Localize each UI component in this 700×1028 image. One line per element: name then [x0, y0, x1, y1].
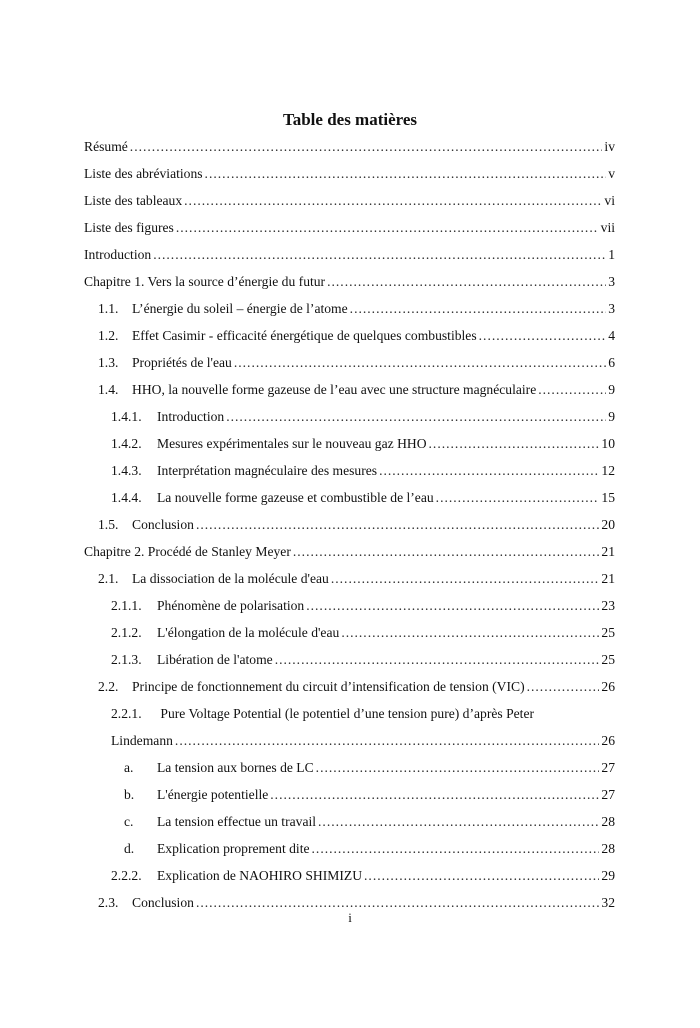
toc-entry[interactable] — [0, 298, 700, 320]
toc-entry-label: Principe de fonctionnement du circuit d’intensification de tension (VIC) — [132, 679, 525, 694]
toc-entry-page: vi — [604, 193, 615, 208]
toc-entry[interactable] — [0, 811, 700, 833]
toc-entry-label: Pure Voltage Potential (le potentiel d’une tension pure) d’après Peter — [160, 706, 535, 721]
toc-entry-label: Propriétés de l'eau — [132, 355, 232, 370]
dot-leader — [176, 217, 599, 239]
toc-entry-label: L'énergie potentielle — [157, 787, 269, 802]
toc-entry[interactable] — [0, 163, 700, 185]
toc-entry-label: HHO, la nouvelle forme gazeuse de l’eau avec une structure magnéculaire — [132, 382, 537, 397]
toc-entry-number: 1.4.3. — [111, 463, 142, 478]
toc-entry-label: Chapitre 1. Vers la source d’énergie du futur — [84, 274, 326, 289]
toc-entry-number: 2.2. — [98, 679, 119, 694]
toc-entry[interactable] — [0, 649, 700, 671]
dot-leader — [316, 757, 600, 779]
dot-leader — [175, 730, 599, 752]
dot-leader — [293, 541, 600, 563]
toc-entry-label: Conclusion — [132, 517, 194, 532]
toc-entry-number: d. — [124, 841, 135, 856]
dot-leader — [226, 406, 606, 428]
toc-entry[interactable] — [0, 541, 700, 563]
toc-entry[interactable] — [0, 757, 700, 779]
dot-leader — [312, 838, 600, 860]
toc-entry-label: Liste des tableaux — [84, 193, 183, 208]
dot-leader — [364, 865, 599, 887]
dot-leader — [538, 379, 606, 401]
toc-entry[interactable] — [0, 595, 700, 617]
toc-entry-continuation[interactable] — [0, 730, 700, 752]
toc-entry-page: iv — [604, 139, 615, 154]
toc-entry-page: 23 — [601, 598, 615, 613]
toc-entry[interactable] — [0, 487, 700, 509]
toc-entry-page: 1 — [608, 247, 615, 262]
toc-entry-label: La tension effectue un travail — [157, 814, 317, 829]
toc-entry-page: 21 — [601, 571, 615, 586]
toc-entry-number: 2.2.1. — [111, 706, 142, 721]
toc-entry[interactable] — [0, 217, 700, 239]
toc-entry-number: 1.1. — [98, 301, 119, 316]
toc-entry-number: 2.1.1. — [111, 598, 142, 613]
toc-entry-page: 32 — [601, 895, 615, 910]
toc-entry-number: 1.4.4. — [111, 490, 142, 505]
toc-entry-page: 25 — [601, 652, 615, 667]
toc-entry-page: 4 — [608, 328, 615, 343]
toc-entry-page: 28 — [601, 814, 615, 829]
dot-leader — [196, 514, 599, 536]
toc-entry-page: 29 — [601, 868, 615, 883]
toc-entry-number: 1.4. — [98, 382, 119, 397]
toc-entry[interactable] — [0, 190, 700, 212]
toc-entry-label: La dissociation de la molécule d'eau — [132, 571, 329, 586]
toc-entry-number: b. — [124, 787, 135, 802]
dot-leader — [436, 487, 600, 509]
toc-entry-label: Libération de l'atome — [157, 652, 273, 667]
toc-entry-label: La nouvelle forme gazeuse et combustible de l’eau — [157, 490, 434, 505]
toc-entry[interactable] — [0, 325, 700, 347]
toc-entry-page: 15 — [601, 490, 615, 505]
toc-entry[interactable] — [0, 568, 700, 590]
toc-entry[interactable] — [0, 352, 700, 374]
toc-entry-label: L'élongation de la molécule d'eau — [157, 625, 340, 640]
dot-leader — [318, 811, 599, 833]
toc-entry[interactable] — [0, 136, 700, 158]
toc-entry-page: 27 — [601, 787, 615, 802]
toc-entry-page: 27 — [601, 760, 615, 775]
dot-leader — [527, 676, 600, 698]
dot-leader — [130, 136, 603, 158]
toc-entry-label: Effet Casimir - efficacité énergétique de quelques combustibles — [132, 328, 477, 343]
toc-entry-number: c. — [124, 814, 134, 829]
toc-entry-label: Lindemann — [111, 733, 173, 748]
toc-entry-page: 28 — [601, 841, 615, 856]
toc-entry-number: 2.1.2. — [111, 625, 142, 640]
toc-entry[interactable] — [0, 460, 700, 482]
dot-leader — [234, 352, 606, 374]
dot-leader — [379, 460, 599, 482]
dot-leader — [205, 163, 607, 185]
dot-leader — [275, 649, 600, 671]
toc-entry-number: 1.5. — [98, 517, 119, 532]
toc-entry-label: Interprétation magnéculaire des mesures — [157, 463, 378, 478]
toc-entry[interactable] — [0, 622, 700, 644]
dot-leader — [153, 244, 606, 266]
toc-entry-label: Mesures expérimentales sur le nouveau gaz HHO — [157, 436, 427, 451]
toc-entry-page: v — [608, 166, 615, 181]
dot-leader — [270, 784, 599, 806]
toc-entry-page: 3 — [608, 274, 615, 289]
toc-entry-page: 21 — [601, 544, 615, 559]
page-title: Table des matières — [282, 110, 418, 129]
toc-entry-label: Explication proprement dite — [157, 841, 310, 856]
toc-entry-page: 9 — [608, 382, 615, 397]
toc-entry[interactable] — [0, 784, 700, 806]
toc-entry-number: 2.1.3. — [111, 652, 142, 667]
toc-entry[interactable] — [0, 676, 700, 698]
toc-entry-number: 2.1. — [98, 571, 119, 586]
dot-leader — [306, 595, 599, 617]
toc-entry-number: 1.4.1. — [111, 409, 142, 424]
toc-entry-page: vii — [600, 220, 615, 235]
toc-entry[interactable] — [0, 865, 700, 887]
toc-entry[interactable] — [0, 433, 700, 455]
toc-entry[interactable] — [0, 379, 700, 401]
dot-leader — [350, 298, 607, 320]
toc-entry-label: Chapitre 2. Procédé de Stanley Meyer — [84, 544, 291, 559]
toc-entry-label: Phénomène de polarisation — [157, 598, 305, 613]
toc-entry-number: 2.3. — [98, 895, 119, 910]
toc-entry-number: a. — [124, 760, 134, 775]
toc-entry-page: 12 — [601, 463, 615, 478]
toc-entry-page: 26 — [601, 679, 615, 694]
toc-entry-label: La tension aux bornes de LC — [157, 760, 314, 775]
toc-entry-page: 10 — [601, 436, 615, 451]
dot-leader — [479, 325, 607, 347]
toc-entry[interactable] — [0, 406, 700, 428]
toc-entry-label: Résumé — [84, 139, 128, 154]
dot-leader — [429, 433, 600, 455]
toc-entry-label: Introduction — [84, 247, 152, 262]
dot-leader — [341, 622, 599, 644]
toc-entry-page: 20 — [601, 517, 615, 532]
toc-entry[interactable] — [0, 514, 700, 536]
toc-entry-label: Liste des abréviations — [84, 166, 203, 181]
toc-entry-page: 25 — [601, 625, 615, 640]
dot-leader — [327, 271, 606, 293]
toc-entry-number: 2.2.2. — [111, 868, 142, 883]
toc-entry-page: 6 — [608, 355, 615, 370]
toc-entry-number: 1.4.2. — [111, 436, 142, 451]
dot-leader — [184, 190, 602, 212]
toc-entry-page: 9 — [608, 409, 615, 424]
toc-entry-label: Conclusion — [132, 895, 194, 910]
toc-entry-label: Liste des figures — [84, 220, 174, 235]
toc-entry[interactable] — [0, 838, 700, 860]
dot-leader — [331, 568, 600, 590]
toc-entry-page: 26 — [601, 733, 615, 748]
toc-entry[interactable] — [0, 271, 700, 293]
toc-entry[interactable] — [0, 703, 700, 725]
toc-entry[interactable] — [0, 244, 700, 266]
toc-entry-label: L’énergie du soleil – énergie de l’atome — [132, 301, 348, 316]
toc-entry-page: 3 — [608, 301, 615, 316]
page-number: i — [348, 910, 352, 925]
toc-entry-number: 1.2. — [98, 328, 119, 343]
toc-entry-number: 1.3. — [98, 355, 119, 370]
toc-entry-label: Explication de NAOHIRO SHIMIZU — [157, 868, 363, 883]
toc-entry-label: Introduction — [157, 409, 225, 424]
